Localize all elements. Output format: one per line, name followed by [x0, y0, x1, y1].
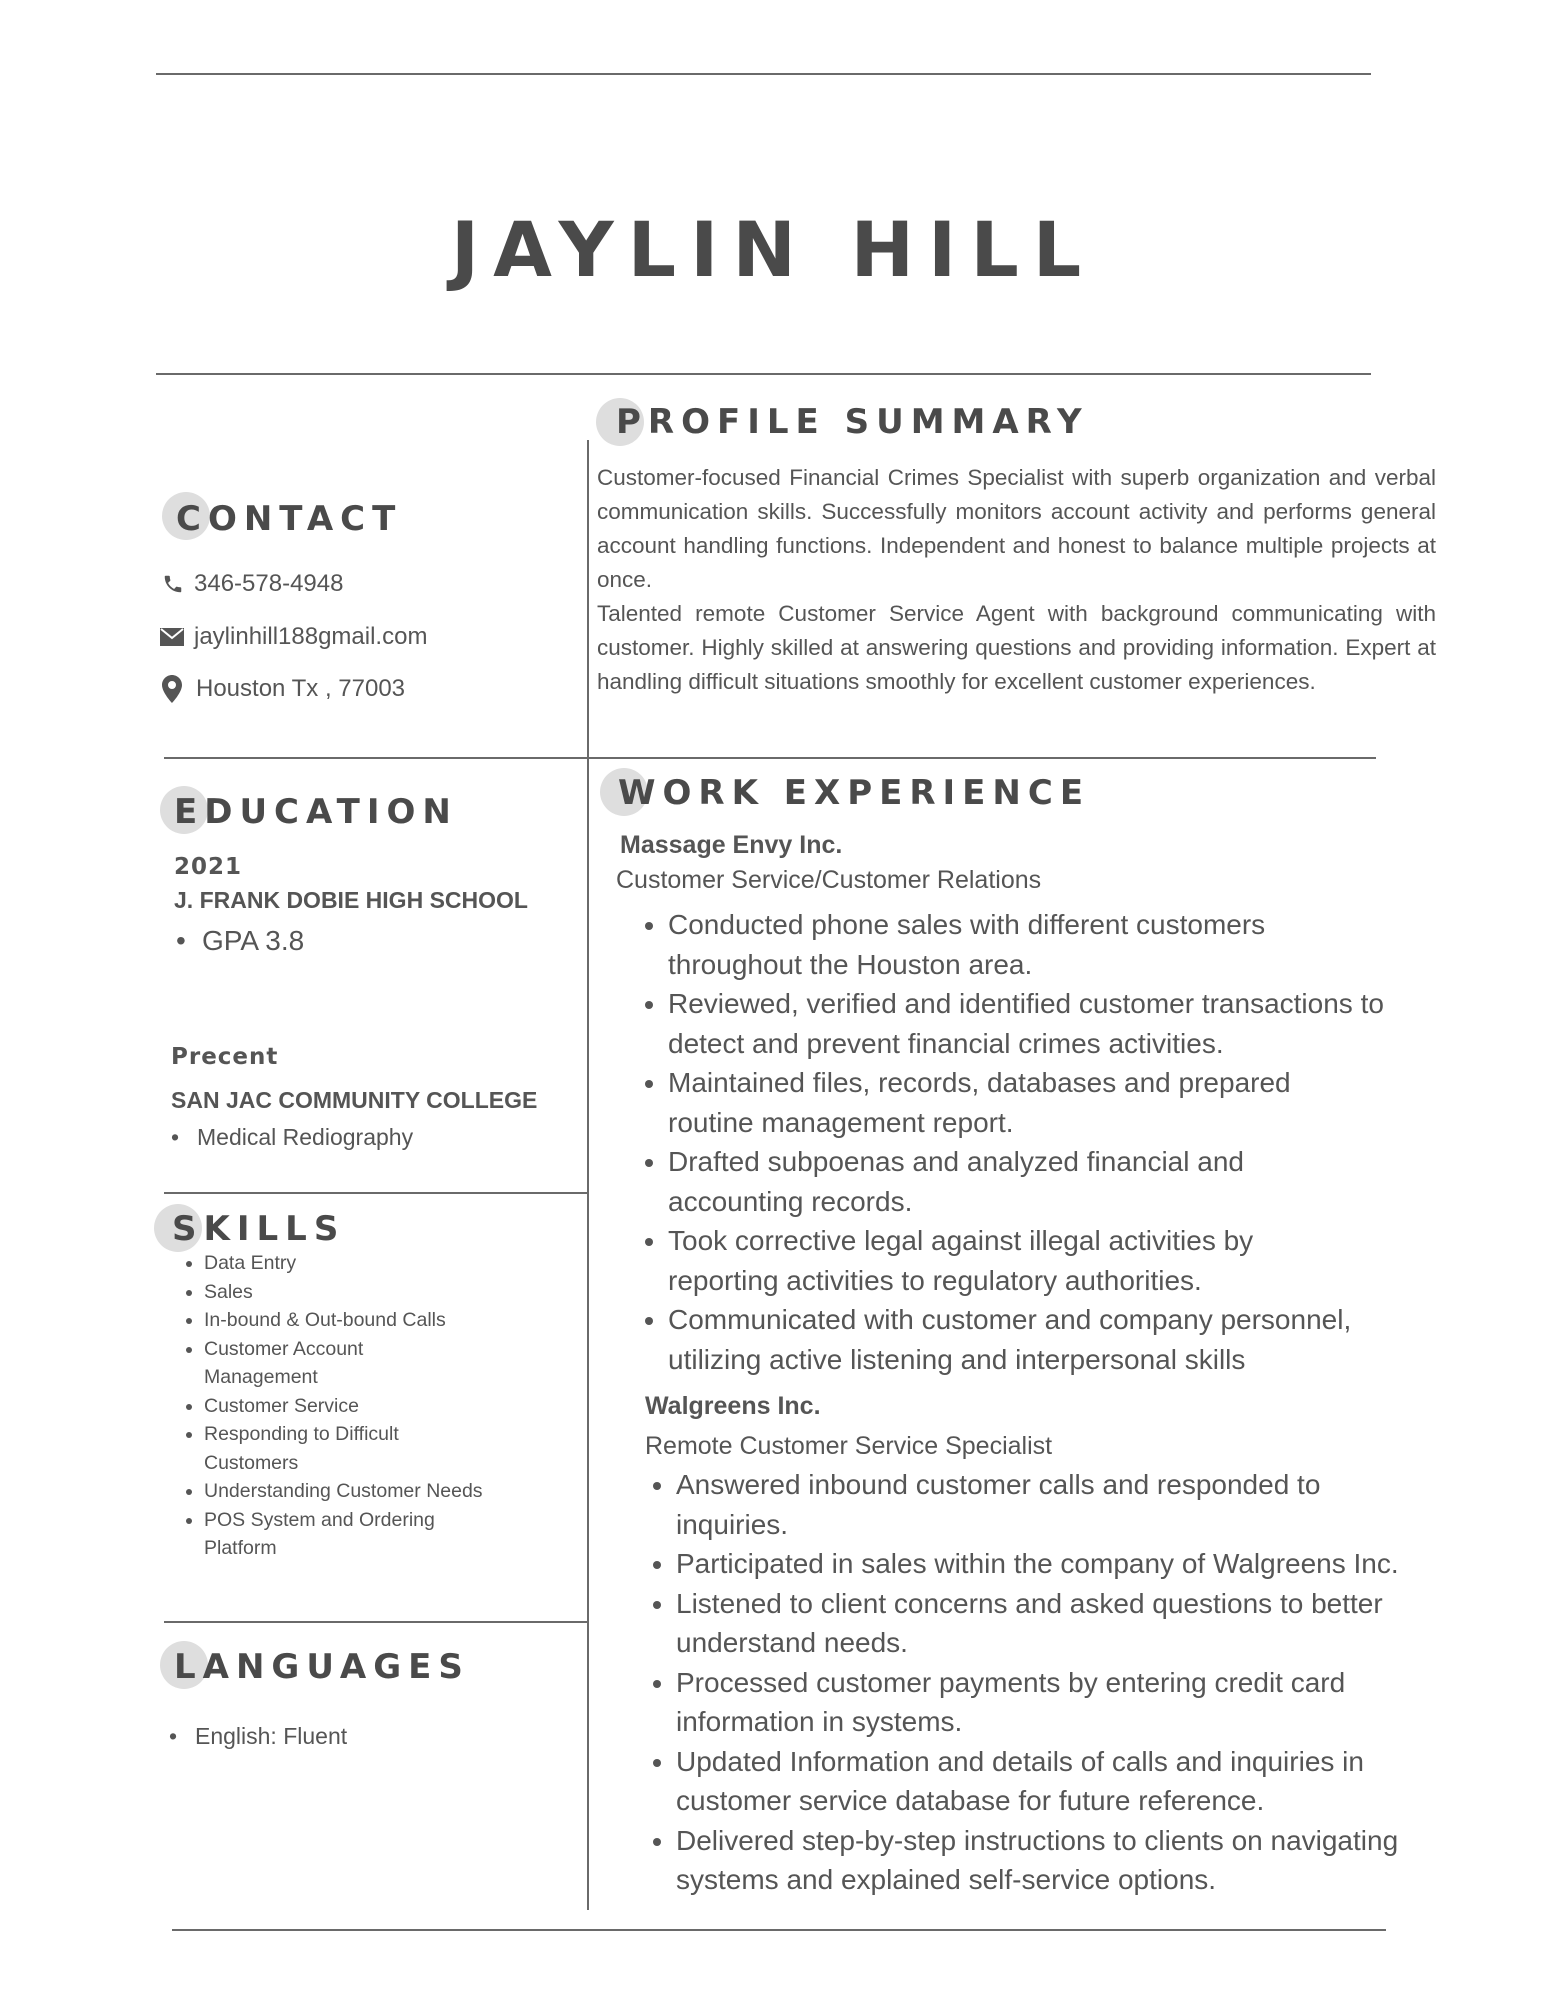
job-role: Customer Service/Customer Relations — [616, 866, 1042, 894]
language-item: • English: Fluent — [195, 1723, 347, 1750]
duty-item: • Processed customer payments by entering credit card information in systems. — [676, 1663, 1436, 1742]
skill-item: • Customer Service — [204, 1392, 504, 1421]
profile-summary-heading: PROFILE SUMMARY — [616, 402, 1089, 442]
skill-item: • Sales — [204, 1278, 504, 1307]
location-pin-icon — [162, 675, 182, 703]
company-name: Walgreens Inc. — [645, 1392, 821, 1420]
top-rule — [156, 73, 1371, 75]
duty-item: • Maintained files, records, databases and prepared routine management report. — [668, 1063, 1428, 1142]
bottom-rule — [172, 1929, 1386, 1931]
education-year: Precent — [171, 1044, 279, 1070]
column-divider — [587, 440, 589, 1910]
education-detail: • Medical Rediography — [197, 1124, 413, 1151]
phone-icon — [162, 573, 184, 595]
skill-item: • Customer Account Management — [204, 1335, 504, 1392]
contact-heading: CONTACT — [176, 499, 403, 539]
location-text: Houston Tx , 77003 — [196, 675, 406, 702]
education-detail: • GPA 3.8 — [202, 925, 304, 957]
duty-item: • Participated in sales within the company of Walgreens Inc. — [676, 1544, 1436, 1584]
duties-list — [628, 1465, 1436, 1900]
company-name: Massage Envy Inc. — [620, 831, 843, 859]
work-experience-heading: WORK EXPERIENCE — [618, 773, 1091, 813]
skill-item: • Understanding Customer Needs — [204, 1477, 504, 1506]
contact-email — [160, 623, 427, 651]
contact-location — [162, 675, 405, 703]
profile-summary-text — [597, 461, 1436, 699]
email-address: jaylinhill188gmail.com — [194, 623, 428, 650]
contact-rule — [164, 757, 1376, 759]
contact-phone — [162, 570, 343, 598]
phone-number: 346-578-4948 — [194, 570, 344, 597]
education-heading: EDUCATION — [174, 792, 458, 832]
job-role: Remote Customer Service Specialist — [645, 1432, 1053, 1460]
duty-item: • Delivered step-by-step instructions to clients on navigating systems and explained self-service options. — [676, 1821, 1436, 1900]
profile-summary-paragraph: Talented remote Customer Service Agent with background communicating with customer. Highly skilled at answering questions and providing information. Expert at handling difficult situations smoothly for excellent customer experiences. — [597, 601, 1436, 694]
skill-item: • POS System and Ordering Platform — [204, 1506, 504, 1563]
education-school: SAN JAC COMMUNITY COLLEGE — [171, 1087, 538, 1113]
duty-item: • Communicated with customer and company personnel, utilizing active listening and interpersonal skills — [668, 1300, 1428, 1379]
skills-heading: SKILLS — [172, 1209, 346, 1249]
duty-item: • Updated Information and details of calls and inquiries in customer service database for future reference. — [676, 1742, 1436, 1821]
duty-item: • Drafted subpoenas and analyzed financial and accounting records. — [668, 1142, 1428, 1221]
skills-list — [162, 1249, 504, 1563]
skills-rule — [164, 1621, 588, 1623]
languages-heading: LANGUAGES — [174, 1647, 470, 1687]
skill-item: • Responding to Difficult Customers — [204, 1420, 504, 1477]
skill-item: • Data Entry — [204, 1249, 504, 1278]
duty-item: • Answered inbound customer calls and responded to inquiries. — [676, 1465, 1436, 1544]
profile-summary-paragraph: Customer-focused Financial Crimes Specialist with superb organization and verbal communication skills. Successfully monitors account activity and performs general account handling functions. Independent and honest to balance multiple projects at once. — [597, 465, 1436, 592]
education-school: J. FRANK DOBIE HIGH SCHOOL — [174, 887, 528, 913]
education-year: 2021 — [174, 854, 243, 880]
skill-item: • In-bound & Out-bound Calls — [204, 1306, 504, 1335]
duty-item: • Conducted phone sales with different customers throughout the Houston area. — [668, 905, 1428, 984]
duties-list — [620, 905, 1428, 1379]
duty-item: • Listened to client concerns and asked questions to better understand needs. — [676, 1584, 1436, 1663]
duty-item: • Reviewed, verified and identified customer transactions to detect and prevent financial crimes activities. — [668, 984, 1428, 1063]
candidate-name: JAYLIN HILL — [450, 205, 1096, 294]
duty-item: • Took corrective legal against illegal activities by reporting activities to regulatory authorities. — [668, 1221, 1428, 1300]
education-rule — [164, 1192, 588, 1194]
header-rule — [156, 373, 1371, 375]
envelope-icon — [160, 628, 184, 646]
